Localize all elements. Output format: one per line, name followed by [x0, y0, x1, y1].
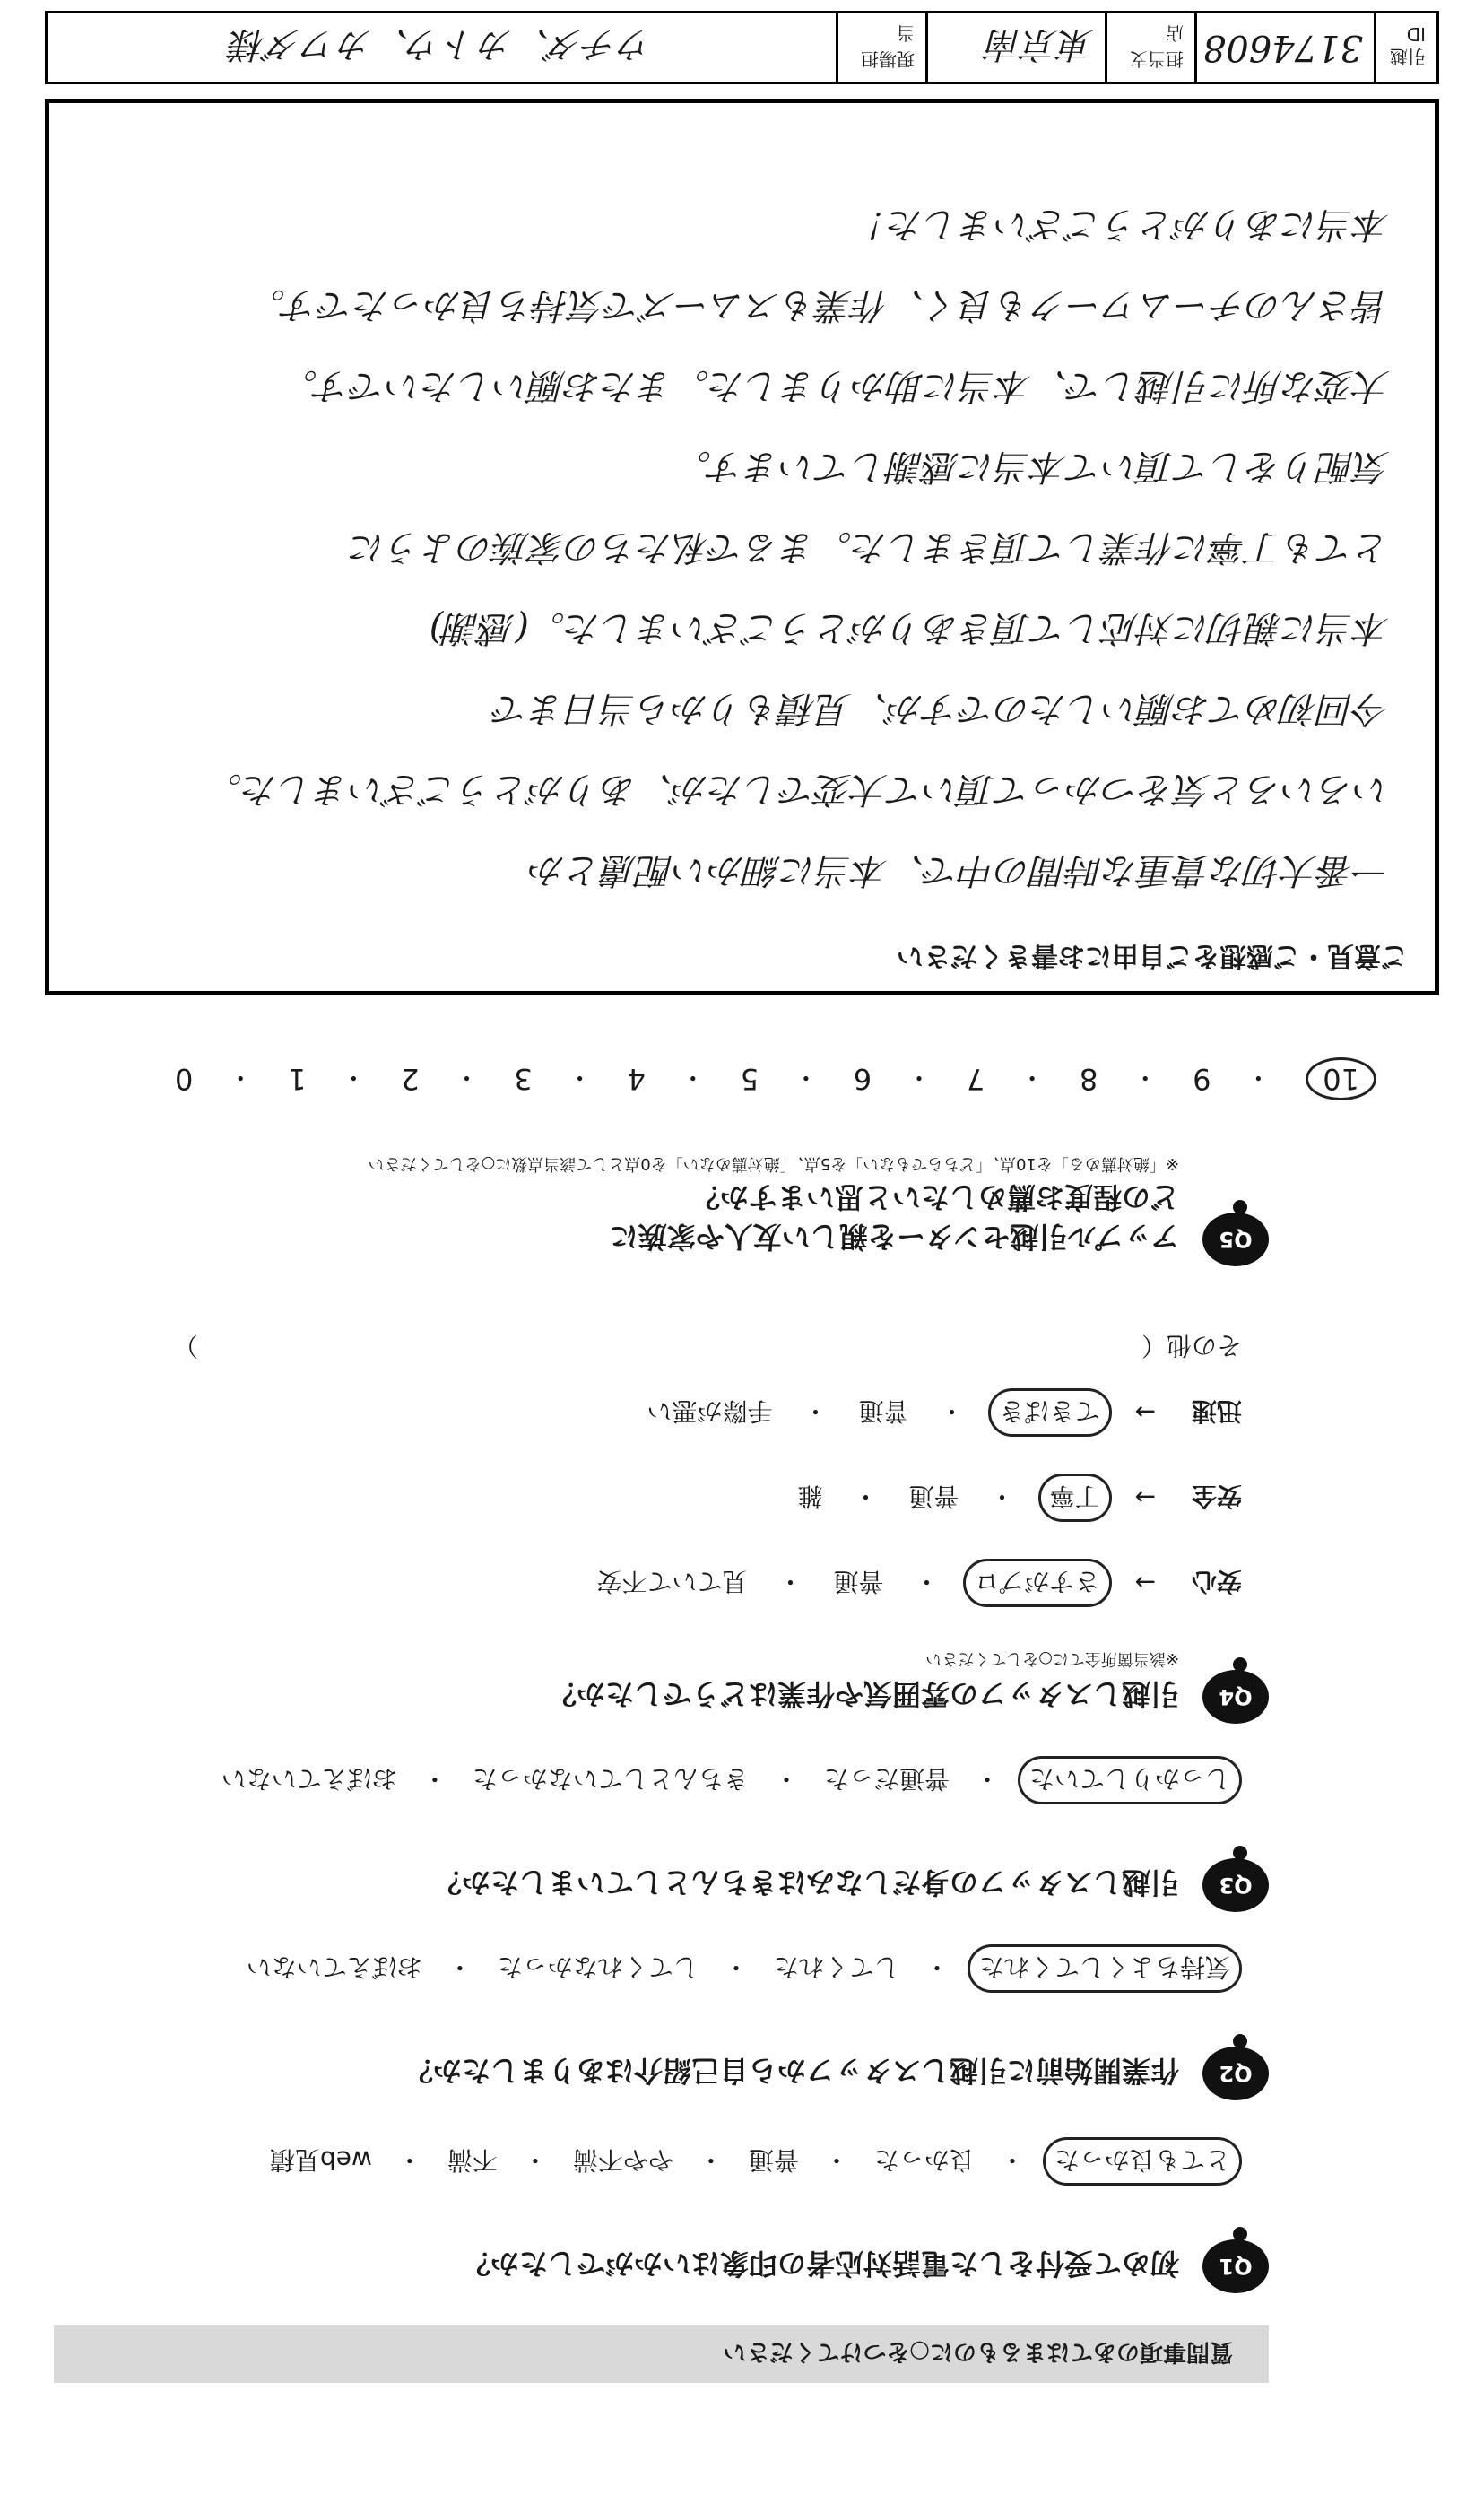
q2-option[interactable]: おぼえていない: [246, 1952, 422, 1982]
q4-option[interactable]: さすがプロ: [963, 1559, 1112, 1607]
customer-value: ウチダ、カトウ、カワダ様: [230, 23, 654, 65]
comment-line: 本当にありがとうございました！: [852, 204, 1390, 245]
q5-score[interactable]: 4: [627, 1062, 646, 1096]
q5-note: ※「絶対薦める」を10点、「どちらでもない」を5点、「絶対薦めない」を0点として該当点数に○をしてください: [368, 1154, 1179, 1173]
q2-text: 作業開始前に引越しスタッフから自己紹介はありましたか？: [404, 2054, 1179, 2088]
comment-box[interactable]: [45, 99, 1439, 995]
q4-option[interactable]: 雑: [797, 1482, 823, 1511]
instructions-text: 質問事項のあてはまるものに○をつけてください: [723, 2338, 1233, 2366]
comment-title: ご意見・ご感想をご自由にお書きください: [897, 940, 1408, 971]
id-value: 3174608: [1194, 13, 1374, 82]
q4-option[interactable]: 見ていて不安: [596, 1567, 748, 1596]
q4-category: 安全: [1191, 1482, 1242, 1511]
comment-line: 皆さんのチームワークも良く、作業もスムーズで気持ち良かったです。: [249, 284, 1390, 326]
q4-other-label: その他（: [1141, 1331, 1242, 1361]
q5-score[interactable]: 3: [514, 1062, 533, 1096]
q4-category: 迅速: [1191, 1396, 1242, 1426]
q4-row-other: [4, 1329, 1242, 1365]
comment-line: 一番大切な貴重な時間の中で、本当に細かい配慮とか: [529, 849, 1390, 891]
q1-option[interactable]: web見積: [269, 2145, 372, 2175]
q1-option[interactable]: やや不満: [572, 2145, 673, 2175]
comment-line: 大変な所に引越しで、本当に助かりました。またお願いしたいです。: [282, 365, 1390, 406]
branch-value: 東京南: [925, 13, 1105, 82]
q3-option[interactable]: 普通だった: [823, 1764, 950, 1794]
q1-option[interactable]: 不満: [447, 2145, 498, 2175]
q4-other-close: ）: [172, 1331, 198, 1361]
q4-category: 安心: [1191, 1567, 1242, 1596]
branch-label: 担当支店: [1105, 13, 1194, 82]
q1-options: とても良かった ・ 良かった ・ 普通 ・ やや不満 ・ 不満 ・ web見積: [263, 2137, 1242, 2186]
comment-line: 気配りをして頂いて本当に感謝しています。: [675, 446, 1390, 487]
comment-line: いろいろと気をつかって頂いて大変でしたが、ありがとうございました。: [206, 769, 1390, 810]
q3-text: 引越しスタッフの身だしなみはきちんとしていましたか？: [432, 1865, 1179, 1900]
q4-text: 引越しスタッフの雰囲気や作業はどうでしたか？: [547, 1677, 1179, 1711]
q3-badge: Q3: [1202, 1858, 1269, 1912]
q2-options: 気持ちよくしてくれた ・ してくれた ・ してくれなかった ・ おぼえていない: [239, 1944, 1242, 1993]
q5-score[interactable]: 1: [288, 1062, 307, 1096]
q5-text: アップル引越センターを親しい友人や家族に: [609, 1220, 1179, 1254]
q5-score[interactable]: 6: [853, 1062, 872, 1096]
q4-option[interactable]: てきぱき: [988, 1388, 1112, 1437]
q3-option[interactable]: きちんとしていなかった: [472, 1764, 749, 1794]
q5-score[interactable]: 5: [740, 1062, 759, 1096]
q5-score[interactable]: 9: [1193, 1062, 1211, 1096]
q5-score[interactable]: 0: [175, 1062, 194, 1096]
q2-badge: Q2: [1202, 2047, 1269, 2100]
q5-score[interactable]: 7: [966, 1062, 985, 1096]
q4-row-jinsoku: 迅速 → てきぱき ・ 普通 ・ 手際が悪い: [639, 1388, 1242, 1437]
staff-label: 現場担当: [836, 13, 925, 82]
comment-line: とても丁寧に作業して頂きました。まるで私たちの家族のように: [350, 526, 1390, 568]
q4-badge: Q4: [1202, 1670, 1269, 1724]
q1-option[interactable]: とても良かった: [1043, 2137, 1242, 2186]
q4-option[interactable]: 丁寧: [1038, 1474, 1112, 1522]
q2-option[interactable]: してくれた: [773, 1952, 899, 1982]
q1-text: 初めて受付をした電話対応者の印象はいかがでしたか？: [461, 2247, 1179, 2281]
q2-option[interactable]: 気持ちよくしてくれた: [968, 1944, 1242, 1993]
q5-text2: どの程度お薦めしたいと思いますか？: [690, 1180, 1179, 1214]
q4-option[interactable]: 普通: [858, 1396, 909, 1426]
q4-row-anshin: 安心 → さすがプロ ・ 普通 ・ 見ていて不安: [589, 1559, 1242, 1607]
id-label: 引越ID: [1374, 13, 1436, 82]
q1-option[interactable]: 良かった: [873, 2145, 975, 2175]
info-bar: [45, 11, 1439, 84]
q3-options: しっかりしていた ・ 普通だった ・ きちんとしていなかった ・ おぼえていない: [214, 1756, 1242, 1804]
q4-option[interactable]: 普通: [908, 1482, 959, 1511]
comment-line: 今回初めてお願いしたのですが、見積もりから当日まで: [493, 688, 1390, 729]
q1-badge: Q1: [1202, 2239, 1269, 2293]
q3-option[interactable]: おぼえていない: [221, 1764, 397, 1794]
instructions-band: [54, 2325, 1269, 2383]
q5-score[interactable]: 10: [1306, 1057, 1376, 1100]
q4-option[interactable]: 普通: [833, 1567, 884, 1596]
q5-score[interactable]: 2: [401, 1062, 420, 1096]
q4-note: ※該当箇所全てに○をしてください: [925, 1649, 1179, 1668]
q4-row-anzen: 安全 → 丁寧 ・ 普通 ・ 雑: [790, 1474, 1242, 1522]
q2-option[interactable]: してくれなかった: [497, 1952, 699, 1982]
q1-option[interactable]: 普通: [748, 2145, 799, 2175]
question-4: [31, 1331, 1269, 1724]
q5-score[interactable]: 8: [1080, 1062, 1098, 1096]
q5-badge: Q5: [1202, 1213, 1269, 1266]
comment-line: 本当に親切に対応して頂きありがとうございました。(感謝): [429, 607, 1390, 648]
comment-handwriting: [81, 184, 1390, 910]
q5-scale: 10 ・ 9 ・ 8 ・ 7 ・ 6 ・ 5 ・ 4 ・ 3 ・ 2 ・ 1 ・ 0: [175, 1057, 1376, 1100]
q3-option[interactable]: しっかりしていた: [1018, 1756, 1242, 1804]
q4-option[interactable]: 手際が悪い: [647, 1396, 773, 1426]
